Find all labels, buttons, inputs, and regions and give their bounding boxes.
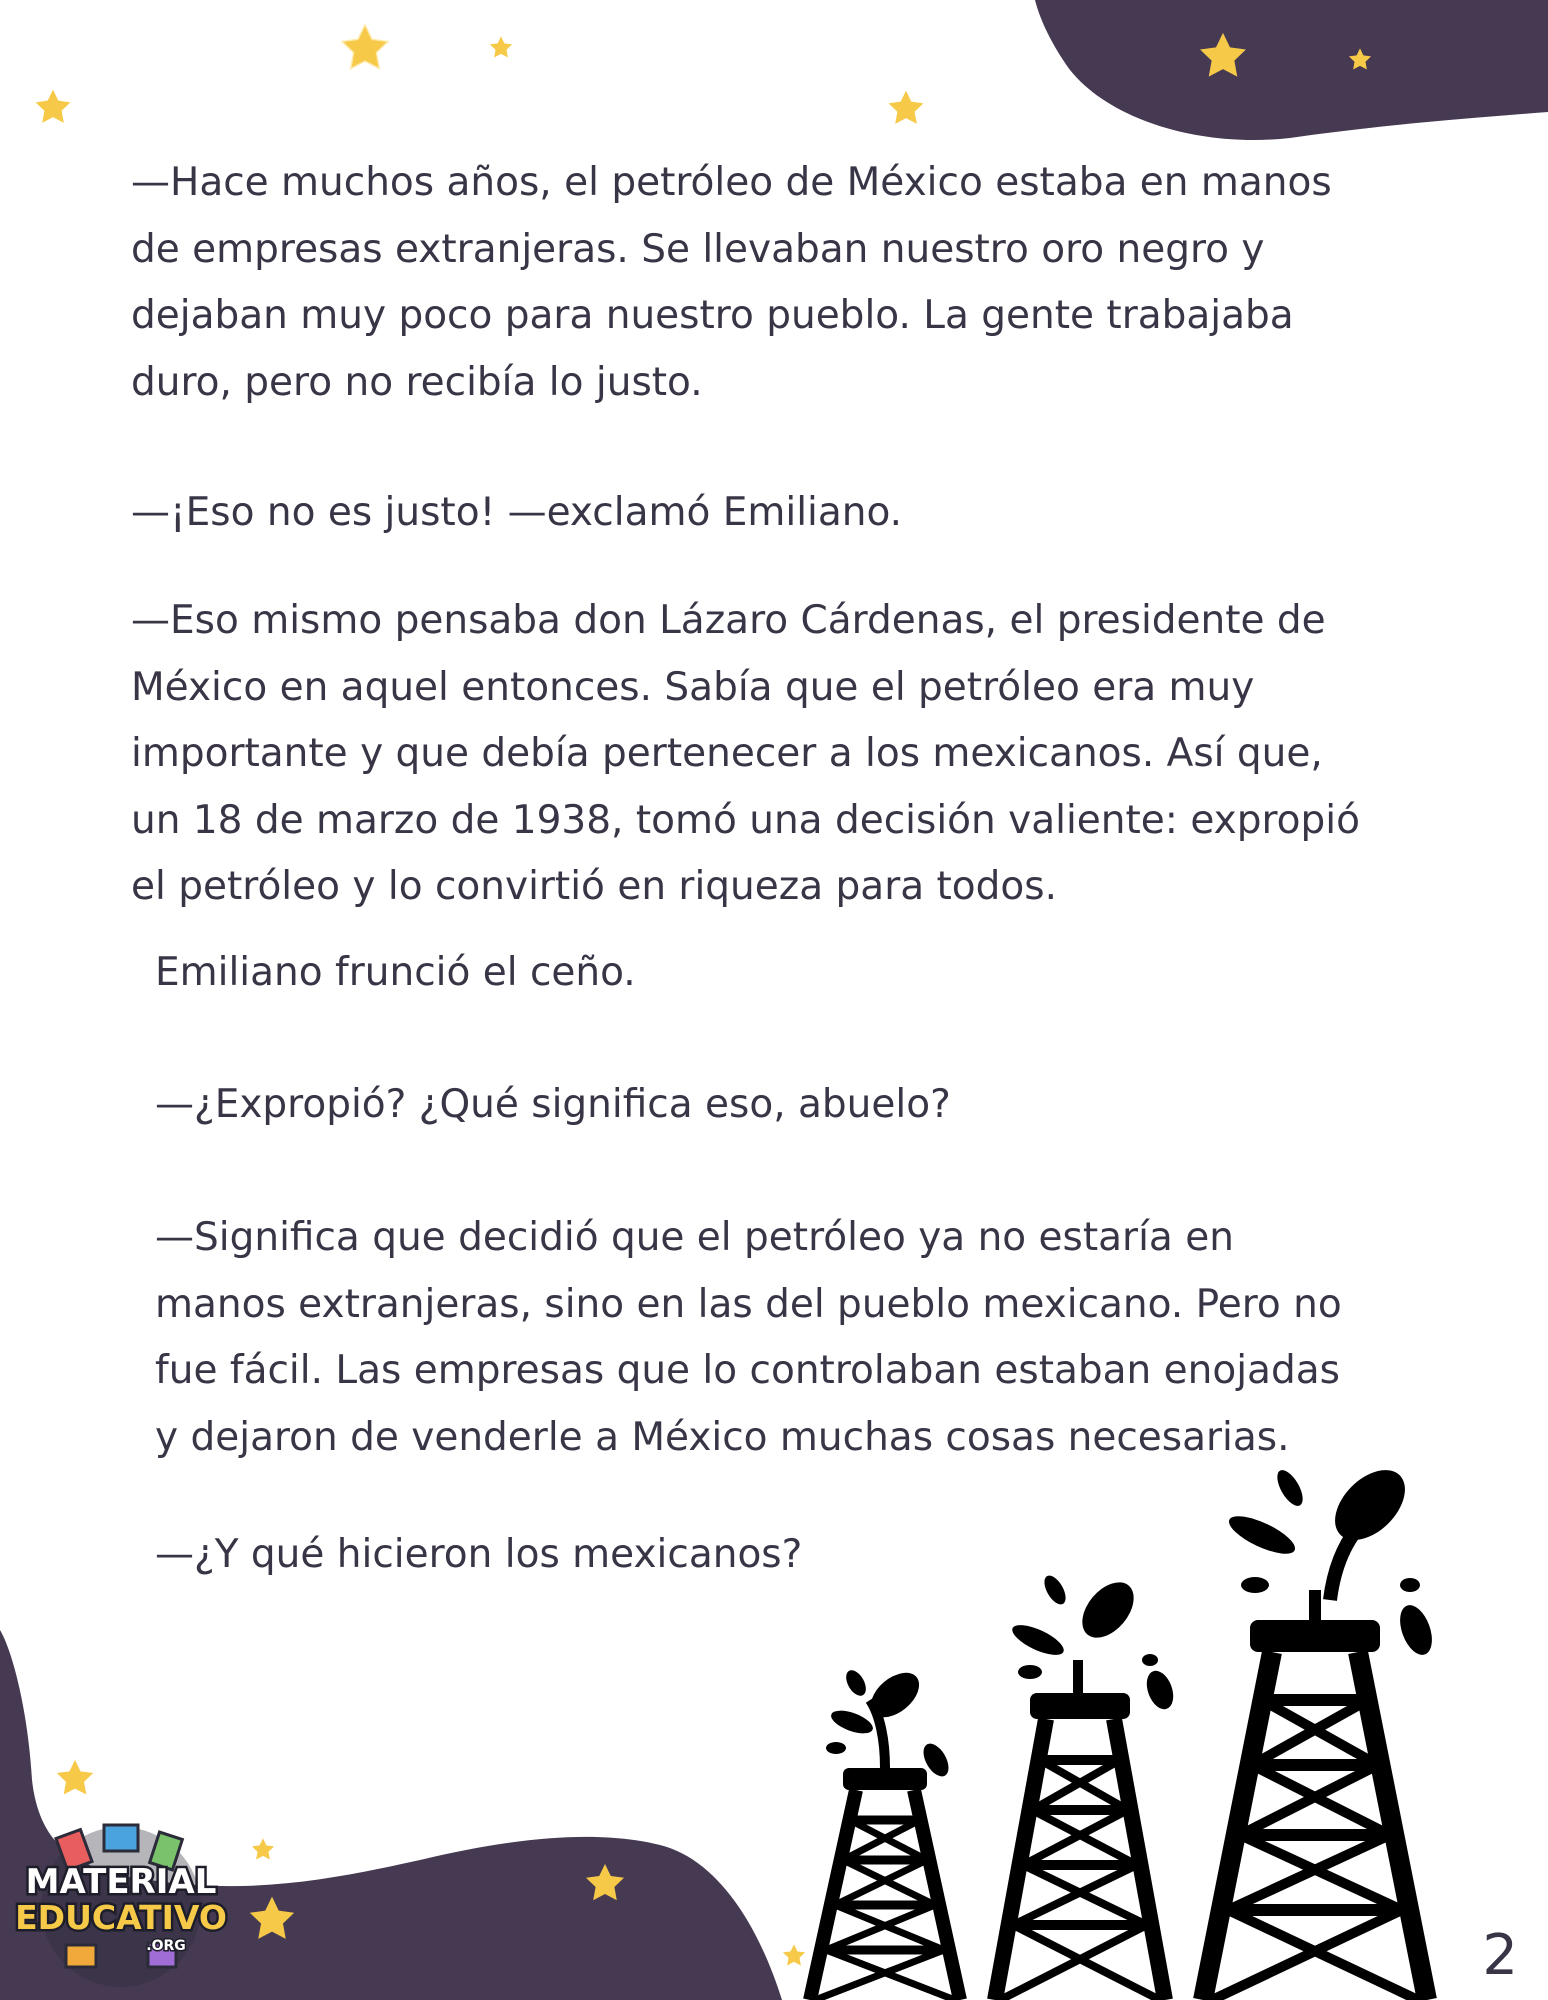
paragraph-frown	[155, 940, 636, 1007]
text-line: un 18 de marzo de 1938, tomó una decisión valiente: expropió	[131, 797, 1360, 843]
text-line: el petróleo y lo convirtió en riqueza para todos.	[131, 864, 1058, 909]
logo-line3: .ORG	[146, 1938, 186, 1954]
text-line: —¿Y qué hicieron los mexicanos?	[155, 1532, 803, 1577]
text-line: fue fácil. Las empresas que lo controlaban estaban enojadas	[155, 1348, 1340, 1393]
star-icon	[249, 1836, 277, 1864]
text-line: de empresas extranjeras. Se llevaban nuestro oro negro y	[131, 226, 1265, 272]
text-line: —Hace muchos años, el petróleo de México estaba en manos	[131, 160, 1332, 205]
text-line: manos extranjeras, sino en las del pueblo mexicano. Pero no	[155, 1281, 1342, 1327]
star-icon	[52, 1756, 98, 1802]
paragraph-exclamation	[131, 480, 902, 547]
text-line: —¡Eso no es justo! —exclamó Emiliano.	[131, 490, 903, 535]
star-icon	[581, 1860, 629, 1908]
logo-line1: MATERIAL	[25, 1862, 217, 1902]
paragraph-meaning	[155, 1205, 1342, 1471]
paragraph-cardenas	[131, 588, 1360, 921]
star-icon	[1194, 28, 1252, 86]
page-number: 2	[1482, 1923, 1518, 1988]
top-right-blob	[1035, 0, 1548, 140]
star-icon	[31, 86, 75, 130]
paragraph-final-question	[155, 1522, 802, 1589]
star-icon	[244, 1892, 300, 1948]
text-line: Emiliano frunció el ceño.	[155, 950, 636, 995]
oil-derrick-icon	[1203, 1457, 1438, 2000]
text-line: duro, pero no recibía lo justo.	[131, 359, 703, 405]
text-line: importante y que debía pertenecer a los mexicanos. Así que,	[131, 731, 1323, 776]
text-line: y dejaron de venderle a México muchas cosas necesarias.	[155, 1414, 1290, 1460]
text-line: —¿Expropió? ¿Qué significa eso, abuelo?	[155, 1082, 951, 1127]
star-icon	[1346, 46, 1374, 74]
star-icon	[884, 87, 928, 131]
paragraph-history	[131, 150, 1332, 416]
oil-derricks-illustration	[780, 1460, 1480, 2000]
star-icon	[487, 34, 515, 62]
text-line: México en aquel entonces. Sabía que el petróleo era muy	[131, 664, 1255, 710]
text-line: —Eso mismo pensaba don Lázaro Cárdenas, el presidente de	[131, 598, 1326, 643]
logo-line2: EDUCATIVO	[15, 1898, 227, 1937]
oil-derrick-icon	[995, 1572, 1178, 2000]
material-educativo-logo	[15, 1815, 227, 1995]
text-line: dejaban muy poco para nuestro pueblo. La gente trabajaba	[131, 293, 1294, 338]
star-icon	[336, 20, 394, 78]
oil-derrick-icon	[810, 1664, 960, 2000]
text-line: —Significa que decidió que el petróleo ya no estaría en	[155, 1215, 1234, 1260]
paragraph-question	[155, 1072, 951, 1139]
